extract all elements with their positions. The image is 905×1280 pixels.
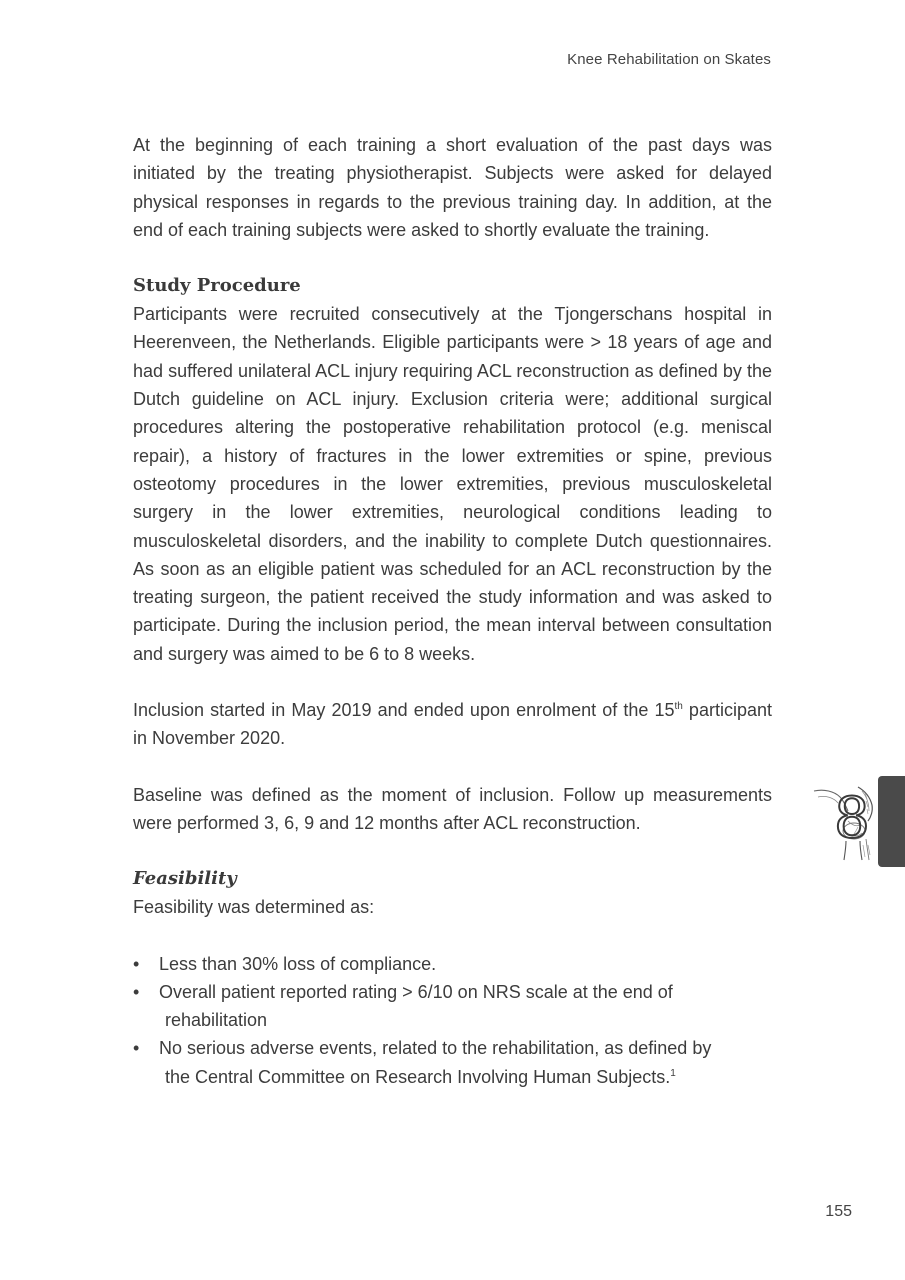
list-item <box>133 1034 772 1091</box>
bullet-icon: • <box>133 953 140 974</box>
paragraph-training-evaluation: At the beginning of each training a short evaluation of the past days was initiated by the treating physiotherapist. Subjects were asked for delayed physical responses in regards to the previous training day. In addition, at the end of each training subjects were asked to shortly evaluate the training. <box>133 135 772 240</box>
inclusion-text-end: participant in November 2020. <box>133 700 772 749</box>
list-item-text: Less than 30% loss of compliance. <box>159 953 437 974</box>
page-number: 155 <box>825 1203 852 1220</box>
running-head: Knee Rehabilitation on Skates <box>567 51 771 68</box>
subsection-heading-feasibility: Feasibility <box>133 868 237 890</box>
chapter-tab <box>878 776 905 867</box>
body-text <box>133 131 772 1091</box>
paragraph-feasibility-intro: Feasibility was determined as: <box>133 897 375 918</box>
inclusion-text-start: Inclusion started in May 2019 and ended upon enrolment of the 15 <box>133 700 675 721</box>
list-item-text-continued <box>159 1063 772 1091</box>
list-item-text-end: the Central Committee on Research Involving Human Subjects. <box>165 1066 671 1087</box>
list-item-text-continued: rehabilitation <box>165 1010 268 1031</box>
list-item <box>133 978 772 1035</box>
section-heading-study-procedure: Study Procedure <box>133 275 301 297</box>
list-item <box>133 950 772 978</box>
bullet-icon: • <box>133 1038 140 1059</box>
paragraph-baseline: Baseline was defined as the moment of inclusion. Follow up measurements were performed 3, 6, 9 and 12 months after ACL reconstruction. <box>133 784 772 833</box>
paragraph-inclusion <box>133 696 772 753</box>
chapter-number: 8 <box>834 786 870 851</box>
paragraph-study-procedure: Participants were recruited consecutively at the Tjongerschans hospital in Heerenveen, the Netherlands. Eligible participants were > 18 years of age and had suffered unilateral ACL injury requiring ACL reconstruction as defined by the Dutch guideline on ACL injury. Exclusion criteria were; additional surgical procedures altering the postoperative rehabilitation protocol (e.g. meniscal repair), a history of fractures in the lower extremities or spine, previous osteotomy procedures in the lower extremities, previous musculoskeletal surgery in the lower extremities, neurological conditions leading to musculoskeletal disorders, and the inability to complete Dutch questionnaires. As soon as an eligible patient was scheduled for an ACL reconstruction by the treating surgeon, the patient received the study information and was asked to participate. During the inclusion period, the mean interval between consultation and surgery was aimed to be 6 to 8 weeks. <box>133 304 772 664</box>
list-item-text: Overall patient reported rating > 6/10 on NRS scale at the end of <box>159 981 673 1002</box>
feasibility-criteria-list <box>133 950 772 1091</box>
ordinal-superscript: th <box>674 701 683 713</box>
list-item-text: No serious adverse events, related to the rehabilitation, as defined by <box>159 1038 712 1059</box>
bullet-icon: • <box>133 981 140 1002</box>
reference-superscript: 1 <box>670 1067 676 1079</box>
